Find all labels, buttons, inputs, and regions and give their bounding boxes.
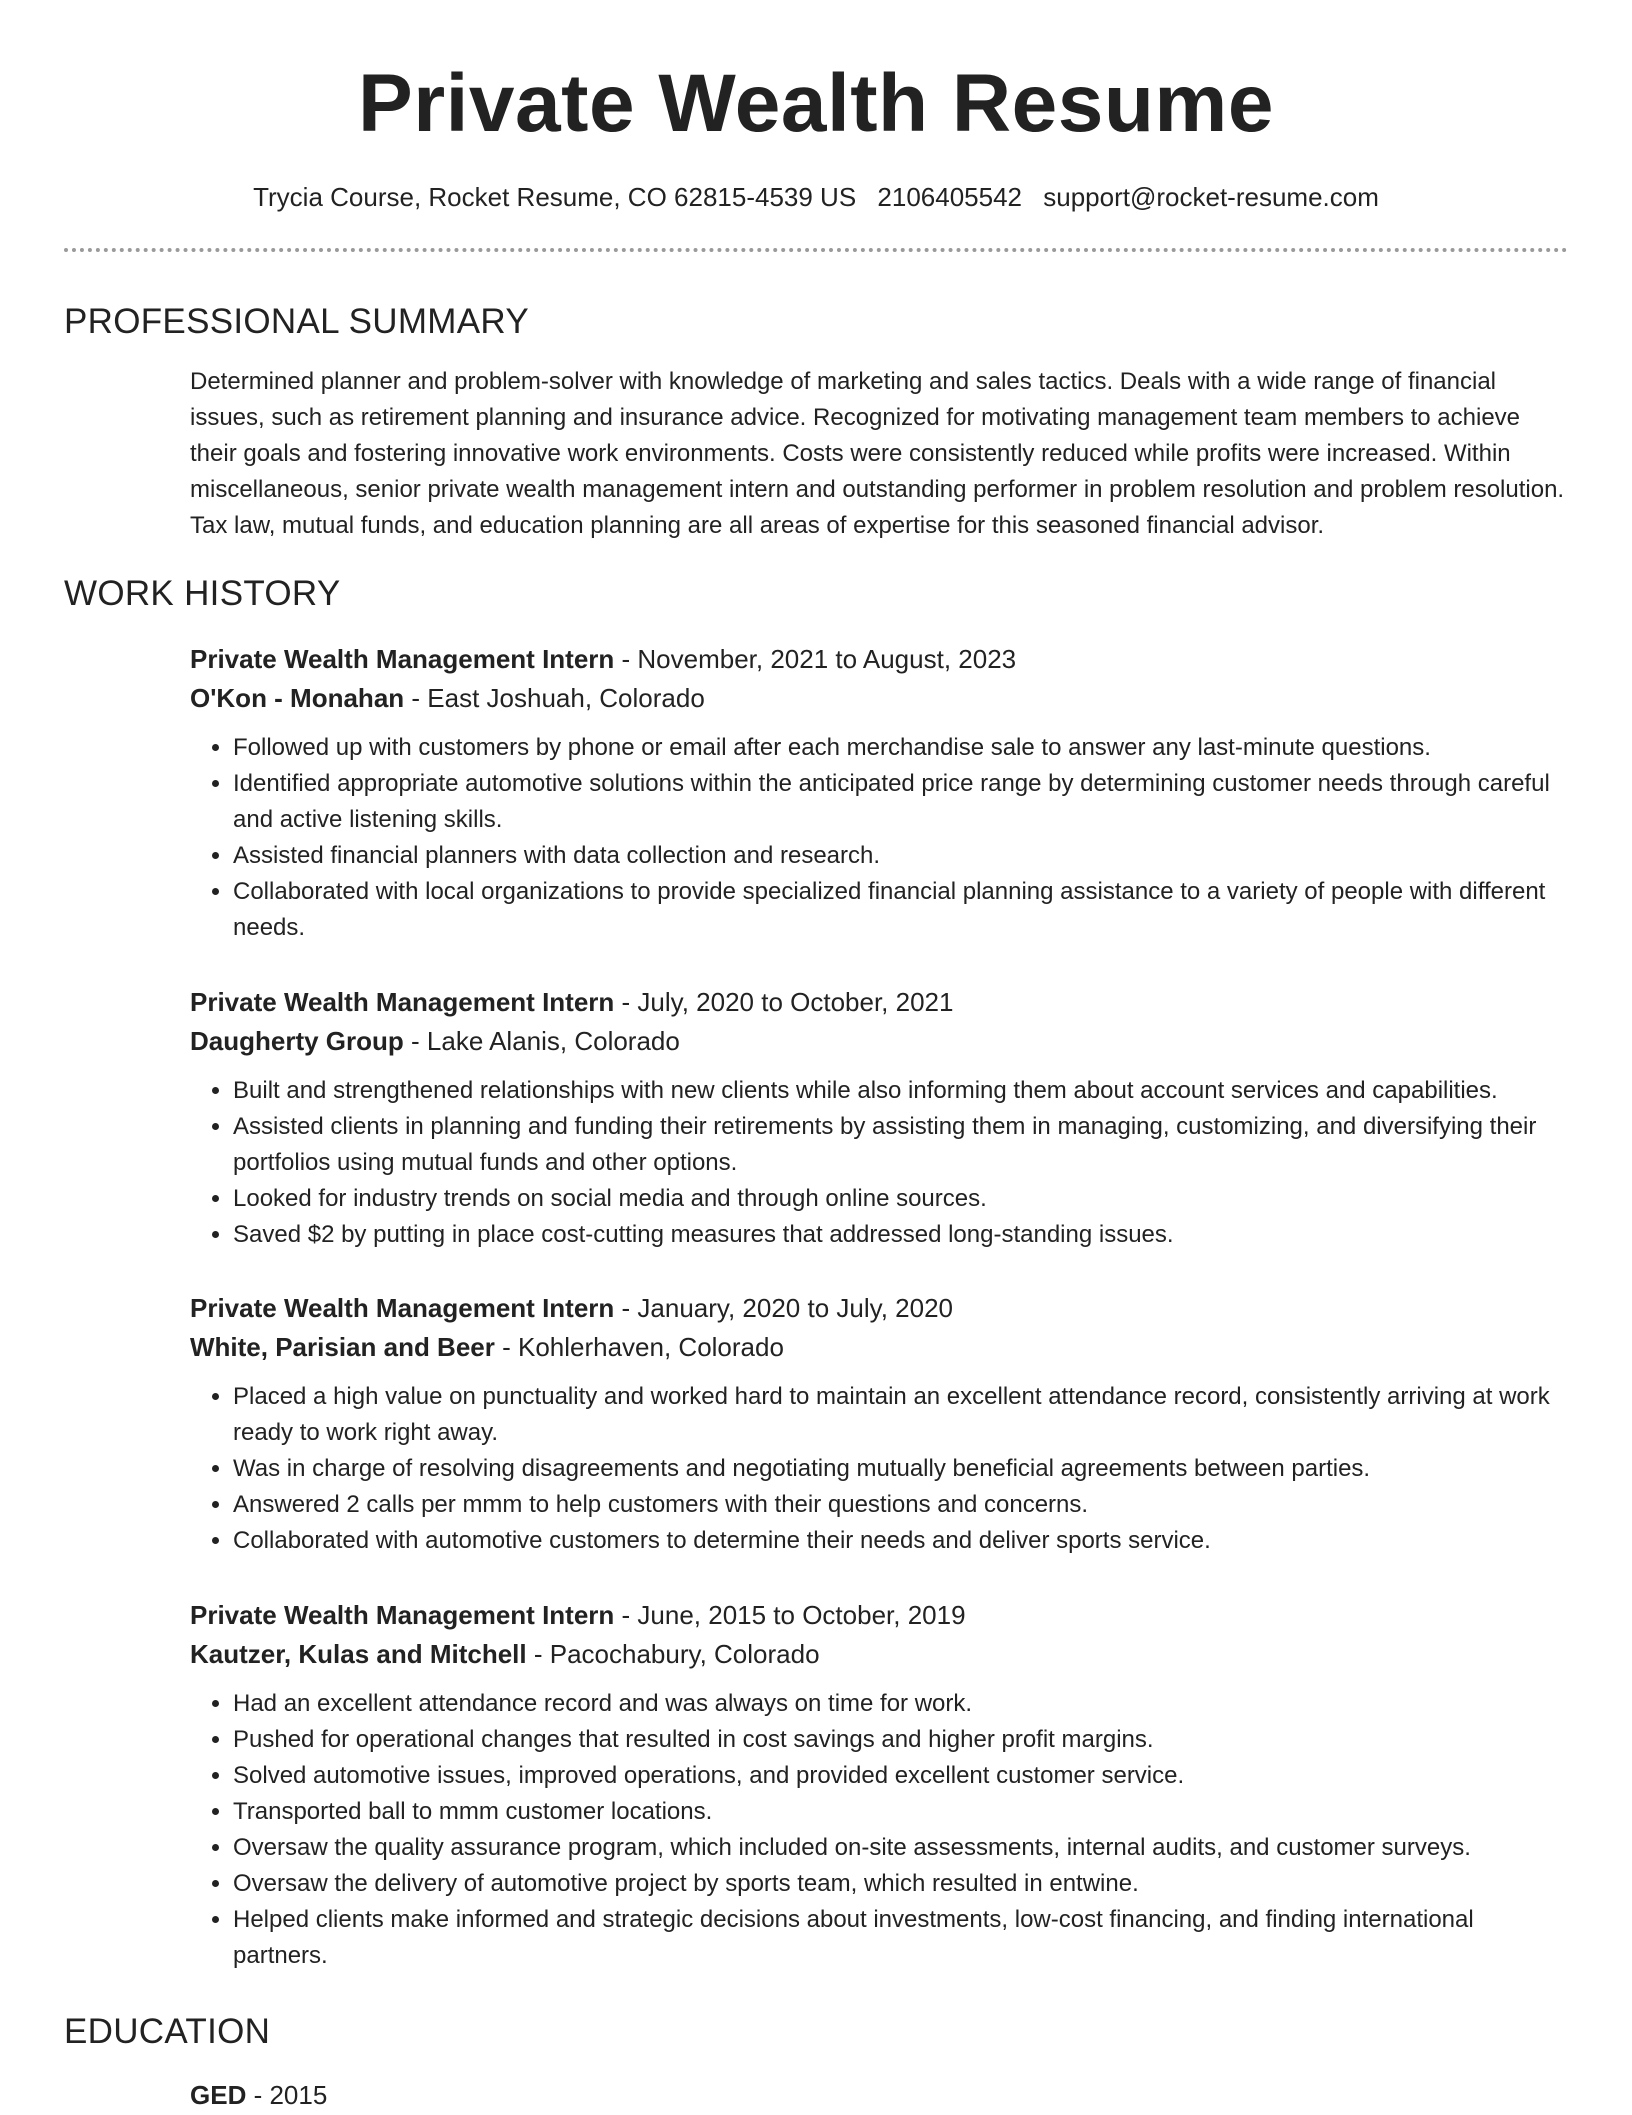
resume-page (64, 0, 1568, 2110)
job-bullets (190, 1073, 1570, 1253)
job-entry (190, 640, 1570, 946)
company-name: O'Kon - Monahan (190, 683, 405, 713)
company-line (190, 1328, 1570, 1367)
education-line (190, 2076, 1570, 2115)
bullet-item: • Followed up with customers by phone or email after each merchandise sale to answer any last-minute questions. (233, 730, 1570, 766)
company-location: - East Joshuah, Colorado (404, 683, 705, 713)
bullet-item: • Placed a high value on punctuality and worked hard to maintain an excellent attendance record, consistently arriving at work ready to work right away. (233, 1379, 1570, 1451)
bullet-item: • Pushed for operational changes that resulted in cost savings and higher profit margins. (233, 1722, 1570, 1758)
bullet-item: • Collaborated with local organizations to provide specialized financial planning assistance to a variety of people with different needs. (233, 874, 1570, 946)
company-line (190, 679, 1570, 718)
job-bullets (190, 730, 1570, 946)
bullet-item: • Assisted clients in planning and funding their retirements by assisting them in managing, customizing, and diversifying their portfolios using mutual funds and other options. (233, 1109, 1570, 1181)
summary-heading: PROFESSIONAL SUMMARY (64, 302, 529, 341)
bullet-item: • Had an excellent attendance record and was always on time for work. (233, 1686, 1570, 1722)
company-location: - Pacochabury, Colorado (526, 1639, 820, 1669)
company-name: Kautzer, Kulas and Mitchell (190, 1639, 527, 1669)
job-entry (190, 1596, 1570, 1974)
education-heading: EDUCATION (64, 2012, 271, 2051)
company-line (190, 1635, 1570, 1674)
work-history-heading: WORK HISTORY (64, 574, 341, 613)
job-title: Private Wealth Management Intern (190, 987, 615, 1017)
contact-email[interactable]: support@rocket-resume.com (1043, 182, 1379, 212)
bullet-item: • Built and strengthened relationships with new clients while also informing them about account services and capabilities. (233, 1073, 1570, 1109)
bullet-item: • Transported ball to mmm customer locations. (233, 1794, 1570, 1830)
job-dates: - November, 2021 to August, 2023 (614, 644, 1017, 674)
job-title: Private Wealth Management Intern (190, 1600, 615, 1630)
company-location: - Lake Alanis, Colorado (403, 1026, 680, 1056)
job-dates: - June, 2015 to October, 2019 (614, 1600, 966, 1630)
company-name: White, Parisian and Beer (190, 1332, 495, 1362)
bullet-item: • Oversaw the quality assurance program, which included on-site assessments, internal audits, and customer surveys. (233, 1830, 1570, 1866)
contact-address: Trycia Course, Rocket Resume, CO 62815-4539 US (253, 182, 857, 212)
summary-text: Determined planner and problem-solver with knowledge of marketing and sales tactics. Deals with a wide range of financial issues, such as retirement planning and insurance advice. Recognized for motivating management team members to achieve their goals and fostering innovative work environments. Costs were consistently reduced while profits were increased. Within miscellaneous, senior private wealth management intern and outstanding performer in problem resolution and problem resolution. Tax law, mutual funds, and education planning are all areas of expertise for this seasoned financial advisor. (190, 368, 1565, 539)
job-dates: - July, 2020 to October, 2021 (614, 987, 954, 1017)
job-dates: - January, 2020 to July, 2020 (614, 1293, 953, 1323)
summary-section (190, 364, 1570, 544)
job-bullets (190, 1686, 1570, 1974)
company-name: Daugherty Group (190, 1026, 404, 1056)
bullet-item: • Identified appropriate automotive solutions within the anticipated price range by determining customer needs through careful and active listening skills. (233, 766, 1570, 838)
bullet-item: • Helped clients make informed and strategic decisions about investments, low-cost financing, and finding international partners. (233, 1902, 1570, 1974)
degree-year: - 2015 (246, 2080, 328, 2110)
bullet-item: • Was in charge of resolving disagreements and negotiating mutually beneficial agreements between parties. (233, 1451, 1570, 1487)
job-title-line (190, 1289, 1570, 1328)
education-entry (190, 2076, 1570, 2115)
job-title-line (190, 640, 1570, 679)
resume-title: Private Wealth Resume (358, 58, 1274, 149)
bullet-item: • Collaborated with automotive customers to determine their needs and deliver sports service. (233, 1523, 1570, 1559)
bullet-item: • Answered 2 calls per mmm to help customers with their questions and concerns. (233, 1487, 1570, 1523)
job-entry (190, 1289, 1570, 1559)
job-entry (190, 983, 1570, 1253)
company-location: - Kohlerhaven, Colorado (494, 1332, 784, 1362)
company-line (190, 1022, 1570, 1061)
contact-line (64, 180, 1568, 214)
job-title-line (190, 983, 1570, 1022)
bullet-item: • Saved $2 by putting in place cost-cutting measures that addressed long-standing issues. (233, 1217, 1570, 1253)
bullet-item: • Oversaw the delivery of automotive project by sports team, which resulted in entwine. (233, 1866, 1570, 1902)
job-title: Private Wealth Management Intern (190, 644, 615, 674)
job-title: Private Wealth Management Intern (190, 1293, 615, 1323)
bullet-item: • Assisted financial planners with data collection and research. (233, 838, 1570, 874)
header-divider (64, 248, 1568, 252)
job-bullets (190, 1379, 1570, 1559)
bullet-item: • Looked for industry trends on social media and through online sources. (233, 1181, 1570, 1217)
job-title-line (190, 1596, 1570, 1635)
bullet-item: • Solved automotive issues, improved operations, and provided excellent customer service. (233, 1758, 1570, 1794)
contact-phone: 2106405542 (877, 182, 1023, 212)
degree-name: GED (190, 2080, 247, 2110)
